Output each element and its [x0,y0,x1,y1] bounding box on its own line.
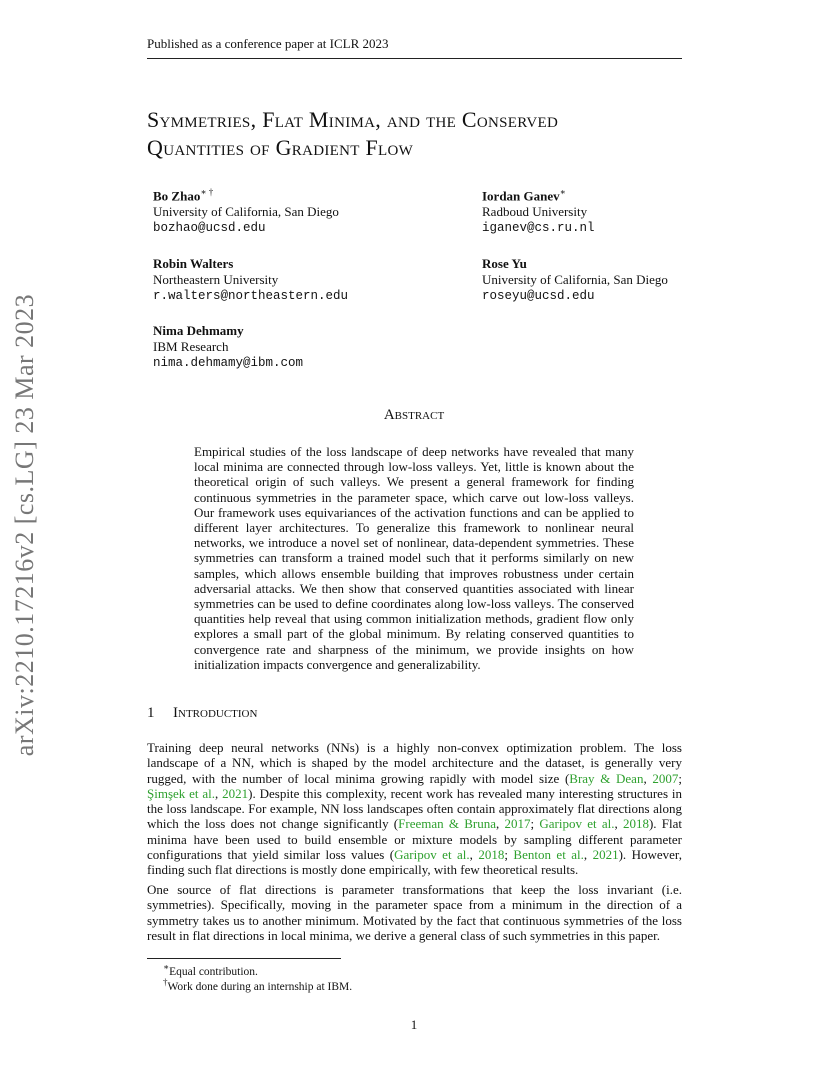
title-part: Flat Minima, and the Conserved [262,107,559,132]
citation-link[interactable]: 2018 [622,816,649,832]
citation-link[interactable]: Benton et al. [513,847,584,863]
footnote [163,977,352,993]
author-affiliation: University of California, San Diego [153,204,339,220]
page-number: 1 [410,1017,418,1032]
section-heading [147,705,257,722]
text-run: , [215,785,223,801]
paper-title [147,106,707,162]
footnote-text: Equal contribution. [169,965,258,978]
footnote-mark: ∗ [163,962,170,972]
citation-link[interactable]: Bray & Dean [569,770,644,786]
citation-link[interactable]: 2021 [222,785,249,801]
citation-link[interactable]: 2018 [478,847,505,863]
abstract-heading: Abstract [383,407,445,423]
citation-link[interactable]: 2021 [592,847,619,863]
text-run: , [643,770,653,786]
text-run: , [469,847,479,863]
author-block [153,184,339,236]
author-affiliation: Northeastern University [153,272,279,287]
citation-link[interactable]: 2007 [652,770,679,786]
author-affiliation: IBM Research [153,339,229,354]
text-run: , [496,816,505,832]
text-run: ; [678,770,683,786]
author-email[interactable]: roseyu@ucsd.edu [482,289,595,303]
intro-paragraph-1 [147,740,682,878]
author-name: Bo Zhao [153,188,201,204]
author-email[interactable]: bozhao@ucsd.edu [153,221,266,236]
author-block [153,256,348,304]
title-part: Symmetries, [147,107,263,132]
author-email[interactable]: nima.dehmamy@ibm.com [153,356,304,370]
citation-link[interactable]: Freeman & Bruna [398,816,496,832]
author-name: Robin Walters [153,256,234,271]
intro-paragraph-2: One source of flat directions is parameter transformations that keep the loss invariant (i.e. symmetries). Specifically, moving in the parameter space from a minimum in the direction of a symmetry takes us to another minimum. Motivated by the fact that continuous symmetries of the loss result in flat directions in local minima, we derive a general class of such symmetries in this paper. [147,882,682,943]
text-run: ). However, finding such flat directions is mostly done empirically, with few theoretical results. [147,847,682,878]
text-run: Training deep neural networks (NNs) is a highly non-convex optimization problem. The loss landscape of a NN, which is shaped by the model architecture and the dataset, is generally very rugged, with the number of local minima growing rapidly with model size ( [147,740,682,786]
text-run: , [583,847,593,863]
author-email[interactable]: r.walters@northeastern.edu [153,289,349,303]
text-run: ). Despite this complexity, recent work has revealed many interesting structures in the loss landscape. For example, NN loss landscapes often contain approximately flat directions along which the loss does not change significantly ( [147,785,682,832]
footnote-rule [147,958,341,959]
author-email[interactable]: iganev@cs.ru.nl [482,221,595,236]
title-line-2: Quantities of Gradient Flow [147,135,414,160]
abstract-body: Empirical studies of the loss landscape of deep networks have revealed that many local minima are connected through low-loss valleys. Yet, little is known about the theoretical origin of such valleys. We present a general framework for finding continuous symmetries in the parameter space, which carve out low-loss valleys. Our framework uses equivariances of the activation functions and can be applied to different layer architectures. To generalize this framework to nonlinear neural networks, we introduce a novel set of nonlinear, data-dependent symmetries. These symmetries can transform a trained model such that it performs similarly on new samples, which allows ensemble building that improves robustness under certain adversarial attacks. We then show that conserved quantities associated with linear symmetries can be used to define coordinates along low-loss valleys. The conserved quantities help reveal that using common initialization methods, gradient flow only explores a small part of the global minimum. By relating conserved quantities to convergence rate and sharpness of the minimum, we provide insights on how initialization impacts convergence and generalizability. [194,444,634,672]
author-block [153,323,303,371]
author-block [482,184,595,236]
footnote [163,962,258,978]
author-name: Nima Dehmamy [153,323,244,338]
running-header: Published as a conference paper at ICLR 2023 [147,36,682,59]
citation-link[interactable]: Şimşek et al. [147,785,216,801]
text-run: , [614,816,623,832]
citation-link[interactable]: 2017 [504,816,531,832]
text-run: ). Flat minima have been used to build ensemble or mixture models by sampling different parameter configurations that yield similar loss values ( [147,816,683,863]
author-mark: ∗ † [200,187,214,197]
arxiv-stamp: arXiv:2210.17216v2 [cs.LG] 23 Mar 2023 [10,293,39,757]
author-name: Iordan Ganev [482,188,560,204]
text-run: ; [530,816,540,832]
author-name: Rose Yu [482,256,527,271]
footnote-mark: † [163,977,168,987]
citation-link[interactable]: Garipov et al. [539,816,615,832]
section-title: Introduction [173,705,258,721]
author-block [482,256,668,304]
author-affiliation: University of California, San Diego [482,272,668,287]
author-mark: ∗ [559,187,566,197]
citation-link[interactable]: Garipov et al. [394,847,470,863]
title-line-1 [147,106,707,134]
text-run: ; [504,847,514,863]
author-affiliation: Radboud University [482,204,588,220]
section-number: 1 [147,705,155,721]
footnote-text: Work done during an internship at IBM. [167,980,353,993]
